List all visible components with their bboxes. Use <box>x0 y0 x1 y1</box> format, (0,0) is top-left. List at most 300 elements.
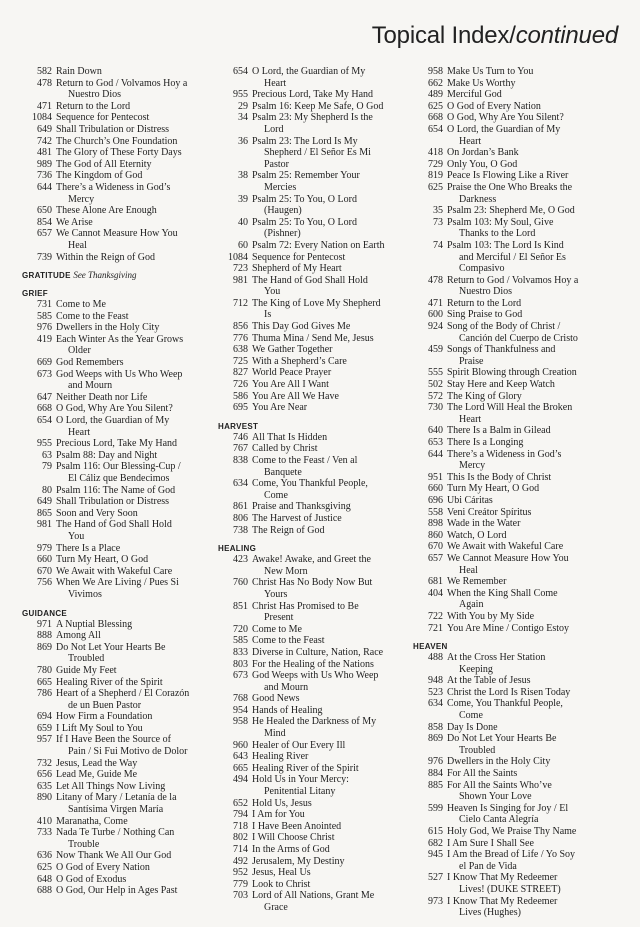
hymn-title <box>447 483 591 495</box>
hymn-title-line: Lead Me, Guide Me <box>56 769 138 781</box>
hymn-title <box>56 66 200 78</box>
hymn-number: 890 <box>37 792 52 804</box>
section-heading-label: GUIDANCE <box>22 608 68 618</box>
hymn-number: 662 <box>428 77 443 89</box>
index-entry <box>218 809 401 821</box>
index-entry <box>413 89 591 101</box>
index-entry <box>22 112 200 124</box>
hymn-title-line: Soon and Very Soon <box>56 507 138 519</box>
hymn-number: 634 <box>233 478 248 490</box>
hymn-number: 802 <box>233 832 248 844</box>
hymn-title <box>252 832 401 844</box>
hymn-title <box>56 688 200 711</box>
hymn-title <box>447 89 591 101</box>
hymn-number: 74 <box>433 239 443 251</box>
index-entry <box>218 275 401 298</box>
hymn-number: 948 <box>428 675 443 687</box>
hymn-number: 669 <box>37 357 52 369</box>
index-entry <box>413 838 591 850</box>
hymn-title <box>447 402 591 425</box>
index-entry <box>413 425 591 437</box>
index-entry <box>413 483 591 495</box>
hymn-number: 695 <box>233 402 248 414</box>
hymn-title <box>447 838 591 850</box>
hymn-title-line: God Weeps with Us Who Weep <box>252 670 379 682</box>
index-entry <box>218 217 401 240</box>
hymn-title-line: Song of the Body of Christ / <box>447 321 561 333</box>
index-entry <box>413 309 591 321</box>
hymn-title-line: Psalm 23: Shepherd Me, O God <box>447 205 575 217</box>
index-entry <box>218 832 401 844</box>
hymn-title-line: Good News <box>252 693 300 705</box>
hymn-number: 924 <box>428 321 443 333</box>
hymn-title-line: We Cannot Measure How You <box>56 228 178 240</box>
hymn-number: 654 <box>428 123 443 135</box>
hymn-title <box>252 774 401 797</box>
hymn-title <box>252 252 401 264</box>
hymn-title <box>252 670 401 693</box>
hymn-number: 981 <box>233 274 248 286</box>
hymn-title <box>252 693 401 705</box>
hymn-number: 958 <box>233 716 248 728</box>
hymn-number: 668 <box>428 112 443 124</box>
hymn-title <box>447 182 591 205</box>
index-entry <box>218 252 401 264</box>
hymn-number: 653 <box>428 437 443 448</box>
index-entry <box>413 124 591 147</box>
hymn-title <box>447 66 591 78</box>
hymn-title-line: I Know That My Redeemer <box>447 872 558 884</box>
hymn-title <box>252 432 401 444</box>
hymn-number: 29 <box>238 100 248 112</box>
index-entry <box>22 485 200 497</box>
hymn-number: 489 <box>428 89 443 101</box>
hymn-title <box>252 635 401 647</box>
hymn-title <box>447 379 591 391</box>
hymn-title <box>56 769 200 781</box>
hymn-title-line: Precious Lord, Take My Hand <box>252 89 374 101</box>
index-entry <box>22 299 200 311</box>
hymn-number: 973 <box>428 895 443 907</box>
hymn-title <box>252 716 401 739</box>
index-entry <box>413 722 591 734</box>
hymn-number: 654 <box>233 66 248 77</box>
index-entry <box>218 333 401 345</box>
hymn-number: 726 <box>233 379 248 391</box>
index-entry <box>413 541 591 553</box>
hymn-title-line: Maranatha, Come <box>56 815 128 827</box>
hymn-number: 654 <box>37 415 52 427</box>
index-entry <box>413 803 591 826</box>
hymn-title-line: Heal <box>68 239 87 251</box>
hymn-title-line: Return to the Lord <box>56 100 131 112</box>
hymn-title <box>447 159 591 171</box>
hymn-title-line: Jesus, Heal Us <box>252 867 311 879</box>
hymn-number: 854 <box>37 216 52 228</box>
hymn-number: 722 <box>428 610 443 622</box>
index-entry <box>218 367 401 379</box>
index-entry <box>218 624 401 636</box>
hymn-title <box>447 344 591 367</box>
hymn-title-line: Jerusalem, My Destiny <box>252 855 345 867</box>
hymn-number: 733 <box>37 827 52 839</box>
hymn-title <box>56 159 200 171</box>
index-entry <box>218 379 401 391</box>
index-entry <box>22 205 200 217</box>
hymn-title <box>447 849 591 872</box>
hymn-title-line: For All the Saints <box>447 768 518 780</box>
hymn-title-line: With You by My Side <box>447 610 535 622</box>
hymn-title <box>252 275 401 298</box>
hymn-title <box>252 751 401 763</box>
hymn-number: 703 <box>233 890 248 902</box>
hymn-title-line: Psalm 23: The Lord Is My <box>252 135 358 147</box>
hymn-number: 410 <box>37 815 52 827</box>
hymn-number: 958 <box>428 66 443 77</box>
index-entry <box>218 763 401 775</box>
hymn-title-line: Rain Down <box>56 66 102 77</box>
hymn-title-line: Holy God, We Praise Thy Name <box>447 826 577 837</box>
hymn-title <box>447 623 591 635</box>
hymn-title <box>56 112 200 124</box>
hymn-number: 572 <box>428 390 443 402</box>
hymn-title-line: We Cannot Measure How You <box>447 552 569 564</box>
hymn-number: 729 <box>428 158 443 170</box>
hymn-number: 767 <box>233 443 248 455</box>
hymn-title-line: Among All <box>56 630 101 642</box>
index-entry <box>22 496 200 508</box>
index-entry <box>413 367 591 379</box>
hymn-title <box>447 240 591 275</box>
index-entry <box>413 147 591 159</box>
index-entry <box>218 194 401 217</box>
hymn-title <box>56 554 200 566</box>
index-entry <box>22 665 200 677</box>
hymn-title <box>56 78 200 101</box>
hymn-number: 981 <box>37 519 52 531</box>
index-entry <box>22 334 200 357</box>
index-entry <box>22 508 200 520</box>
hymn-title-line: We Remember <box>447 576 507 588</box>
hymn-title <box>56 543 200 555</box>
hymn-title-line: Compasivo <box>459 263 505 275</box>
hymn-number: 494 <box>233 774 248 786</box>
hymn-number: 635 <box>37 780 52 792</box>
hymn-number: 555 <box>428 367 443 379</box>
hymn-title-line: World Peace Prayer <box>252 367 332 379</box>
index-entry <box>413 611 591 623</box>
hymn-title-line: O God of Every Nation <box>56 862 150 873</box>
index-entry <box>413 507 591 519</box>
index-entry <box>22 543 200 555</box>
index-entry <box>413 472 591 484</box>
hymn-number: 760 <box>233 577 248 589</box>
hymn-title <box>252 705 401 717</box>
hymn-title-line: (Haugen) <box>264 205 302 217</box>
index-entry <box>22 357 200 369</box>
index-entry <box>22 415 200 438</box>
hymn-number: 838 <box>233 455 248 466</box>
hymn-number: 731 <box>37 299 52 311</box>
hymn-title <box>252 513 401 525</box>
hymn-title <box>56 734 200 757</box>
title-continued: continued <box>515 22 618 49</box>
hymn-number: 73 <box>433 216 443 228</box>
hymn-number: 643 <box>233 751 248 763</box>
title-main: Topical Index/ <box>371 22 516 49</box>
index-entry <box>413 733 591 756</box>
hymn-title-line: Shown Your Love <box>459 791 532 803</box>
index-entry <box>22 311 200 323</box>
index-entry <box>22 792 200 815</box>
hymn-title-line: Older <box>68 345 91 357</box>
hymn-title <box>56 438 200 450</box>
index-entry <box>218 170 401 193</box>
hymn-title-line: Shall Tribulation or Distress <box>56 496 170 508</box>
hymn-title-line: Troubled <box>68 653 105 665</box>
hymn-title-line: Sing Praise to God <box>447 309 523 321</box>
index-entry <box>413 518 591 530</box>
hymn-title-line: Yours <box>264 588 288 600</box>
hymn-title-line: Shepherd of My Heart <box>252 263 342 275</box>
hymn-number: 714 <box>233 844 248 855</box>
hymn-title-line: Present <box>264 612 294 624</box>
hymn-title <box>447 495 591 507</box>
hymn-title-line: Heal <box>459 564 478 576</box>
hymn-title <box>252 170 401 193</box>
hymn-number: 898 <box>428 518 443 530</box>
index-entry <box>218 321 401 333</box>
hymn-title <box>252 478 401 501</box>
hymn-title-line: Let All Things Now Living <box>56 780 166 792</box>
section-heading <box>218 421 401 432</box>
index-entry <box>413 530 591 542</box>
hymn-title-line: Praise and Thanksgiving <box>252 501 351 513</box>
hymn-title-line: Dwellers in the Holy City <box>447 756 551 768</box>
hymn-title <box>447 205 591 217</box>
hymn-number: 670 <box>428 541 443 553</box>
hymn-title <box>56 299 200 311</box>
hymn-title <box>252 344 401 356</box>
hymn-title-line: O God, Our Help in Ages Past <box>56 885 178 897</box>
hymn-number: 585 <box>37 310 52 322</box>
section-heading <box>22 288 200 299</box>
hymn-title <box>252 443 401 455</box>
hymn-title-line: At the Cross Her Station <box>447 652 546 664</box>
hymn-title-line: Psalm 25: To You, O Lord <box>252 193 357 205</box>
hymn-title <box>447 652 591 675</box>
hymn-title <box>447 275 591 298</box>
hymn-number: 625 <box>428 100 443 112</box>
hymn-title <box>56 461 200 484</box>
hymn-title-line: and Merciful / El Señor Es <box>459 251 566 263</box>
index-entry <box>413 826 591 838</box>
hymn-title-line: O God of Every Nation <box>447 100 541 112</box>
hymn-number: 418 <box>428 147 443 159</box>
hymn-title <box>447 391 591 403</box>
hymn-title <box>447 733 591 756</box>
index-entry <box>218 751 401 763</box>
index-entry <box>413 402 591 425</box>
hymn-title-line: The King of Love My Shepherd <box>252 297 381 309</box>
hymn-number: 1084 <box>228 251 248 263</box>
hymn-title-line: You Are Near <box>252 402 308 414</box>
index-entry <box>22 461 200 484</box>
index-entry <box>218 774 401 797</box>
hymn-number: 952 <box>233 867 248 879</box>
hymn-title <box>56 723 200 735</box>
index-entry <box>413 849 591 872</box>
hymn-number: 742 <box>37 135 52 147</box>
hymn-number: 404 <box>428 587 443 599</box>
hymn-title <box>56 369 200 392</box>
hymn-title-line: Keeping <box>459 663 493 675</box>
hymn-title <box>56 334 200 357</box>
hymn-title-line: We Arise <box>56 216 93 228</box>
hymn-title <box>252 879 401 891</box>
hymn-title <box>447 722 591 734</box>
hymn-title-line: Heart <box>68 426 91 438</box>
hymn-number: 582 <box>37 66 52 77</box>
hymn-title <box>447 147 591 159</box>
index-entry <box>22 734 200 757</box>
index-entry <box>22 228 200 251</box>
hymn-number: 694 <box>37 711 52 723</box>
index-entry <box>218 890 401 913</box>
hymn-title-line: Heaven Is Singing for Joy / El <box>447 802 569 814</box>
hymn-title-line: We Await with Wakeful Care <box>56 565 173 577</box>
index-entry <box>218 554 401 577</box>
hymn-number: 585 <box>233 635 248 647</box>
hymn-title <box>447 780 591 803</box>
section-heading <box>218 543 401 554</box>
hymn-number: 665 <box>233 762 248 774</box>
hymn-number: 38 <box>238 170 248 182</box>
index-entry <box>218 66 401 89</box>
hymn-title-line: Penitential Litany <box>264 786 336 798</box>
hymn-title-line: Wade in the Water <box>447 518 521 530</box>
index-column-1 <box>22 66 200 897</box>
hymn-title-line: Pain / Si Fui Motivo de Dolor <box>68 746 188 758</box>
hymn-number: 80 <box>42 484 52 496</box>
hymn-title-line: Jesus, Lead the Way <box>56 757 138 769</box>
index-entry <box>22 769 200 781</box>
hymn-title-line: O God of Exodus <box>56 873 127 885</box>
index-entry <box>218 798 401 810</box>
hymn-title-line: I Have Been Anointed <box>252 820 342 832</box>
hymn-title-line: Merciful God <box>447 89 502 101</box>
hymn-title-line: When the King Shall Come <box>447 587 558 599</box>
index-entry <box>22 816 200 828</box>
hymn-title-line: For the Healing of the Nations <box>252 658 374 670</box>
hymn-title-line: Stay Here and Keep Watch <box>447 379 555 391</box>
hymn-title <box>252 763 401 775</box>
hymn-number: 779 <box>233 878 248 890</box>
hymn-title <box>447 803 591 826</box>
hymn-title <box>252 402 401 414</box>
index-entry <box>22 885 200 897</box>
hymn-title-line: Christ Has No Body Now But <box>252 577 373 589</box>
hymn-title-line: Diverse in Culture, Nation, Race <box>252 646 384 658</box>
hymn-title <box>56 101 200 113</box>
hymn-title <box>56 322 200 334</box>
index-entry <box>218 263 401 275</box>
hymn-title <box>56 874 200 886</box>
hymn-number: 989 <box>37 158 52 170</box>
hymn-title <box>252 101 401 113</box>
hymn-title-line: You Are All We Have <box>252 390 339 402</box>
hymn-title-line: There Is a Place <box>56 542 121 554</box>
hymn-title-line: O Lord, the Guardian of My <box>252 66 366 77</box>
section-heading-label: GRATITUDE <box>22 271 71 281</box>
hymn-title-line: Again <box>459 599 484 611</box>
hymn-number: 625 <box>428 181 443 193</box>
index-entry <box>218 716 401 739</box>
hymn-title <box>252 798 401 810</box>
hymn-title-line: Shepherd / El Señor Es Mi <box>264 147 371 159</box>
hymn-number: 827 <box>233 367 248 379</box>
hymn-number: 644 <box>37 181 52 193</box>
hymn-title-line: This Day God Gives Me <box>252 321 351 333</box>
hymn-title-line: Praise <box>459 355 484 367</box>
hymn-title <box>252 577 401 600</box>
hymn-title-line: I Am Sure I Shall See <box>447 837 534 849</box>
index-entry <box>218 740 401 752</box>
hymn-title <box>56 217 200 229</box>
index-entry <box>218 89 401 101</box>
hymn-title-line: I Am the Bread of Life / Yo Soy <box>447 849 576 861</box>
index-entry <box>22 688 200 711</box>
hymn-title <box>56 792 200 815</box>
hymn-title-line: These Alone Are Enough <box>56 205 157 217</box>
hymn-number: 1084 <box>32 112 52 124</box>
hymn-title <box>447 896 591 919</box>
index-entry <box>218 821 401 833</box>
index-entry <box>218 635 401 647</box>
hymn-title-line: God Weeps with Us Who Weep <box>56 368 183 380</box>
hymn-title-line: Come to the Feast <box>56 310 129 322</box>
hymn-title-line: O God, Why Are You Silent? <box>447 112 564 124</box>
hymn-title-line: Within the Reign of God <box>56 251 156 263</box>
hymn-title-line: Heart <box>459 413 482 425</box>
hymn-title <box>447 78 591 90</box>
index-entry <box>22 874 200 886</box>
hymn-title-line: de un Buen Pastor <box>68 699 142 711</box>
index-entry <box>413 449 591 472</box>
hymn-title-line: Nada Te Turbe / Nothing Can <box>56 827 175 839</box>
section-heading <box>413 641 591 652</box>
hymn-title-line: Vivimos <box>68 588 102 600</box>
hymn-title-line: Psalm 72: Every Nation on Earth <box>252 239 385 251</box>
hymn-title-line: There’s a Wideness in God’s <box>447 448 562 460</box>
hymn-number: 647 <box>37 391 52 403</box>
index-entry <box>218 240 401 252</box>
hymn-title <box>252 112 401 135</box>
hymn-title <box>56 415 200 438</box>
index-entry <box>218 402 401 414</box>
hymn-title-line: Healer of Our Every Ill <box>252 739 346 751</box>
index-entry <box>22 369 200 392</box>
index-entry <box>413 780 591 803</box>
hymn-title <box>252 856 401 868</box>
section-heading-label: HEALING <box>218 544 257 554</box>
hymn-title <box>447 309 591 321</box>
hymn-title-line: Watch, O Lord <box>447 529 507 541</box>
hymn-title <box>447 425 591 437</box>
hymn-title-line: All That Is Hidden <box>252 431 328 443</box>
index-entry <box>413 391 591 403</box>
index-entry <box>22 577 200 600</box>
